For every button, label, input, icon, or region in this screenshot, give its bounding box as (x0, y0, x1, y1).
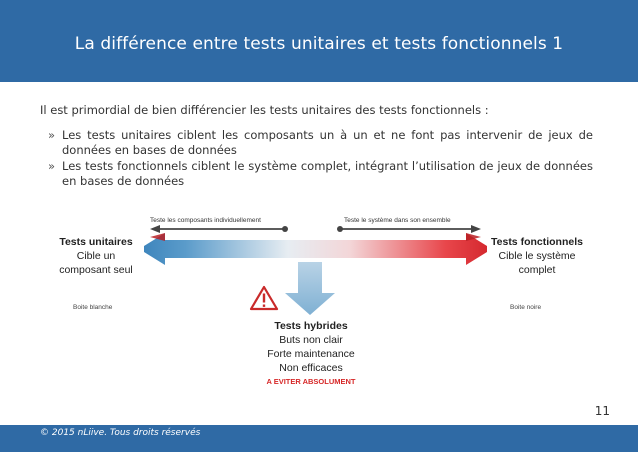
slide-footer (0, 425, 638, 452)
left-scope-indicator (150, 217, 288, 233)
functional-tests-line1: Cible le système (498, 250, 576, 262)
unit-tests-title: Tests unitaires (59, 236, 133, 248)
left-scope-label: Teste les composants individuellement (150, 217, 261, 224)
black-box-label: Boite noire (510, 304, 542, 311)
right-scope-label: Teste le système dans son ensemble (344, 217, 451, 224)
functional-tests-line2: complet (518, 264, 556, 276)
white-box-label: Boite blanche (73, 304, 113, 311)
right-scope-indicator (337, 217, 481, 233)
functional-tests-title: Tests fonctionnels (491, 236, 583, 248)
intro-text: Il est primordial de bien différencier les tests unitaires des tests fonctionnels : (40, 103, 489, 117)
avoid-warning-text: A EVITER ABSOLUMENT (266, 377, 356, 386)
page-number: 11 (594, 404, 610, 418)
unit-tests-line1: Cible un (76, 250, 116, 262)
functional-tests-label (491, 236, 583, 311)
hybrid-tests-line3: Non efficaces (279, 362, 343, 374)
hybrid-tests-title: Tests hybrides (274, 320, 348, 332)
spectrum-arrow (144, 233, 487, 265)
bullet-text: Les tests fonctionnels ciblent le système complet, intégrant l’utilisation de jeux de données en bases de données (62, 159, 593, 188)
hybrid-down-arrow (285, 262, 335, 315)
hybrid-tests-line1: Buts non clair (279, 334, 343, 346)
bullet-text: Les tests unitaires ciblent les composants un à un et ne font pas intervenir de jeux de données en bases de données (62, 128, 593, 157)
hybrid-tests-line2: Forte maintenance (267, 348, 355, 360)
bullet-marker: » (48, 159, 56, 173)
unit-tests-label (59, 236, 133, 311)
slide-title: La différence entre tests unitaires et tests fonctionnels 1 (74, 34, 564, 54)
copyright-text: © 2015 nLiive. Tous droits réservés (40, 428, 201, 438)
bullet-marker: » (48, 128, 56, 142)
unit-tests-line2: composant seul (59, 264, 133, 276)
warning-icon (251, 287, 277, 309)
hybrid-tests-label (266, 320, 355, 386)
